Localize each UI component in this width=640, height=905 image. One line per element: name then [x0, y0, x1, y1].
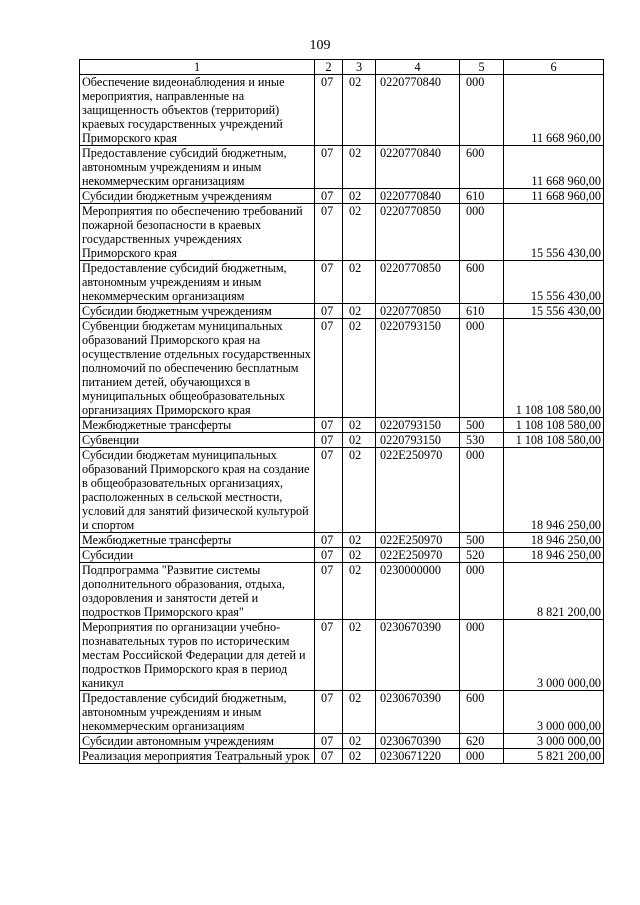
row-amount: 3 000 000,00	[504, 734, 604, 749]
row-expense-type: 500	[460, 418, 504, 433]
row-amount: 3 000 000,00	[504, 691, 604, 734]
row-name: Субсидии бюджетным учреждениям	[80, 189, 315, 204]
row-name: Субсидии автономным учреждениям	[80, 734, 315, 749]
row-target-code: 0220770850	[376, 261, 460, 304]
table-row	[80, 533, 604, 548]
table-row	[80, 189, 604, 204]
row-section: 07	[315, 75, 343, 146]
row-target-code: 0220770840	[376, 75, 460, 146]
row-name: Межбюджетные трансферты	[80, 418, 315, 433]
row-target-code: 0220770850	[376, 304, 460, 319]
row-name: Субвенции	[80, 433, 315, 448]
row-subsection: 02	[343, 319, 376, 418]
row-amount: 15 556 430,00	[504, 204, 604, 261]
row-target-code: 0220770840	[376, 146, 460, 189]
row-target-code: 022E250970	[376, 548, 460, 563]
table-row	[80, 204, 604, 261]
row-subsection: 02	[343, 448, 376, 533]
page-number: 109	[309, 38, 331, 53]
row-subsection: 02	[343, 734, 376, 749]
row-section: 07	[315, 620, 343, 691]
row-name: Предоставление субсидий бюджетным, автономным учреждениям и иным некоммерческим организациям	[80, 691, 315, 734]
row-target-code: 0230670390	[376, 734, 460, 749]
row-section: 07	[315, 548, 343, 563]
table-row	[80, 75, 604, 146]
row-amount: 11 668 960,00	[504, 75, 604, 146]
row-section: 07	[315, 533, 343, 548]
row-expense-type: 610	[460, 189, 504, 204]
row-name: Предоставление субсидий бюджетным, автономным учреждениям и иным некоммерческим организациям	[80, 261, 315, 304]
row-section: 07	[315, 749, 343, 764]
row-target-code: 0230000000	[376, 563, 460, 620]
row-expense-type: 600	[460, 691, 504, 734]
row-target-code: 0220793150	[376, 418, 460, 433]
row-amount: 11 668 960,00	[504, 146, 604, 189]
row-subsection: 02	[343, 75, 376, 146]
header-col-subsection: 3	[343, 60, 376, 75]
row-section: 07	[315, 691, 343, 734]
row-name: Мероприятия по организации учебно-познавательных туров по историческим местам Российской Федерации для детей и подростков Приморского края в период каникул	[80, 620, 315, 691]
row-amount: 11 668 960,00	[504, 189, 604, 204]
row-target-code: 0220793150	[376, 319, 460, 418]
row-target-code: 0220770850	[376, 204, 460, 261]
row-expense-type: 000	[460, 563, 504, 620]
row-expense-type: 500	[460, 533, 504, 548]
row-expense-type: 610	[460, 304, 504, 319]
table-row	[80, 749, 604, 764]
table-row	[80, 418, 604, 433]
row-subsection: 02	[343, 433, 376, 448]
header-col-exp-type: 5	[460, 60, 504, 75]
row-name: Субсидии бюджетным учреждениям	[80, 304, 315, 319]
row-amount: 3 000 000,00	[504, 620, 604, 691]
row-section: 07	[315, 261, 343, 304]
table-row	[80, 448, 604, 533]
row-section: 07	[315, 433, 343, 448]
row-name: Предоставление субсидий бюджетным, автономным учреждениям и иным некоммерческим организациям	[80, 146, 315, 189]
row-subsection: 02	[343, 146, 376, 189]
row-expense-type: 600	[460, 261, 504, 304]
row-target-code: 022E250970	[376, 533, 460, 548]
row-subsection: 02	[343, 204, 376, 261]
table-row	[80, 304, 604, 319]
budget-table	[79, 59, 604, 764]
table-body	[80, 75, 604, 764]
row-expense-type: 620	[460, 734, 504, 749]
row-expense-type: 000	[460, 620, 504, 691]
row-subsection: 02	[343, 749, 376, 764]
row-subsection: 02	[343, 533, 376, 548]
table-row	[80, 319, 604, 418]
row-expense-type: 520	[460, 548, 504, 563]
row-expense-type: 000	[460, 749, 504, 764]
row-section: 07	[315, 448, 343, 533]
row-target-code: 0230670390	[376, 620, 460, 691]
row-expense-type: 000	[460, 319, 504, 418]
header-col-target: 4	[376, 60, 460, 75]
row-amount: 5 821 200,00	[504, 749, 604, 764]
row-target-code: 0220793150	[376, 433, 460, 448]
row-subsection: 02	[343, 304, 376, 319]
row-target-code: 0230670390	[376, 691, 460, 734]
table-header-row	[80, 60, 604, 75]
row-name: Обеспечение видеонаблюдения и иные мероприятия, направленные на защищенность объектов (территорий) краевых государственных учреждений Приморского края	[80, 75, 315, 146]
row-section: 07	[315, 204, 343, 261]
row-amount: 18 946 250,00	[504, 548, 604, 563]
row-amount: 8 821 200,00	[504, 563, 604, 620]
row-name: Реализация мероприятия Театральный урок	[80, 749, 315, 764]
header-col-name: 1	[80, 60, 315, 75]
table-row	[80, 433, 604, 448]
row-subsection: 02	[343, 620, 376, 691]
row-section: 07	[315, 418, 343, 433]
row-subsection: 02	[343, 691, 376, 734]
row-amount: 1 108 108 580,00	[504, 418, 604, 433]
row-name: Субсидии бюджетам муниципальных образований Приморского края на создание в общеобразовательных организациях, расположенных в сельской местности, условий для занятий физической культурой и спортом	[80, 448, 315, 533]
row-amount: 18 946 250,00	[504, 533, 604, 548]
row-name: Субсидии	[80, 548, 315, 563]
table-row	[80, 146, 604, 189]
row-section: 07	[315, 563, 343, 620]
row-section: 07	[315, 304, 343, 319]
row-expense-type: 000	[460, 204, 504, 261]
row-section: 07	[315, 189, 343, 204]
row-section: 07	[315, 734, 343, 749]
row-section: 07	[315, 146, 343, 189]
table-row	[80, 734, 604, 749]
row-subsection: 02	[343, 548, 376, 563]
row-expense-type: 530	[460, 433, 504, 448]
row-target-code: 0220770840	[376, 189, 460, 204]
row-subsection: 02	[343, 563, 376, 620]
row-expense-type: 600	[460, 146, 504, 189]
table-row	[80, 548, 604, 563]
row-name: Субвенции бюджетам муниципальных образований Приморского края на осуществление отдельных государственных полномочий по обеспечению бесплатным питанием детей, обучающихся в муниципальных общеобразовательных организациях Приморского края	[80, 319, 315, 418]
header-col-amount: 6	[504, 60, 604, 75]
header-col-section: 2	[315, 60, 343, 75]
row-amount: 15 556 430,00	[504, 261, 604, 304]
row-amount: 15 556 430,00	[504, 304, 604, 319]
row-name: Мероприятия по обеспечению требований пожарной безопасности в краевых государственных учреждениях Приморского края	[80, 204, 315, 261]
row-expense-type: 000	[460, 448, 504, 533]
table-row	[80, 620, 604, 691]
row-name: Межбюджетные трансферты	[80, 533, 315, 548]
row-section: 07	[315, 319, 343, 418]
row-subsection: 02	[343, 261, 376, 304]
table-row	[80, 691, 604, 734]
row-amount: 18 946 250,00	[504, 448, 604, 533]
row-amount: 1 108 108 580,00	[504, 433, 604, 448]
row-subsection: 02	[343, 418, 376, 433]
row-expense-type: 000	[460, 75, 504, 146]
table-row	[80, 261, 604, 304]
row-subsection: 02	[343, 189, 376, 204]
row-amount: 1 108 108 580,00	[504, 319, 604, 418]
table-row	[80, 563, 604, 620]
row-target-code: 0230671220	[376, 749, 460, 764]
row-name: Подпрограмма "Развитие системы дополнительного образования, отдыха, оздоровления и занятости детей и подростков Приморского края"	[80, 563, 315, 620]
row-target-code: 022E250970	[376, 448, 460, 533]
